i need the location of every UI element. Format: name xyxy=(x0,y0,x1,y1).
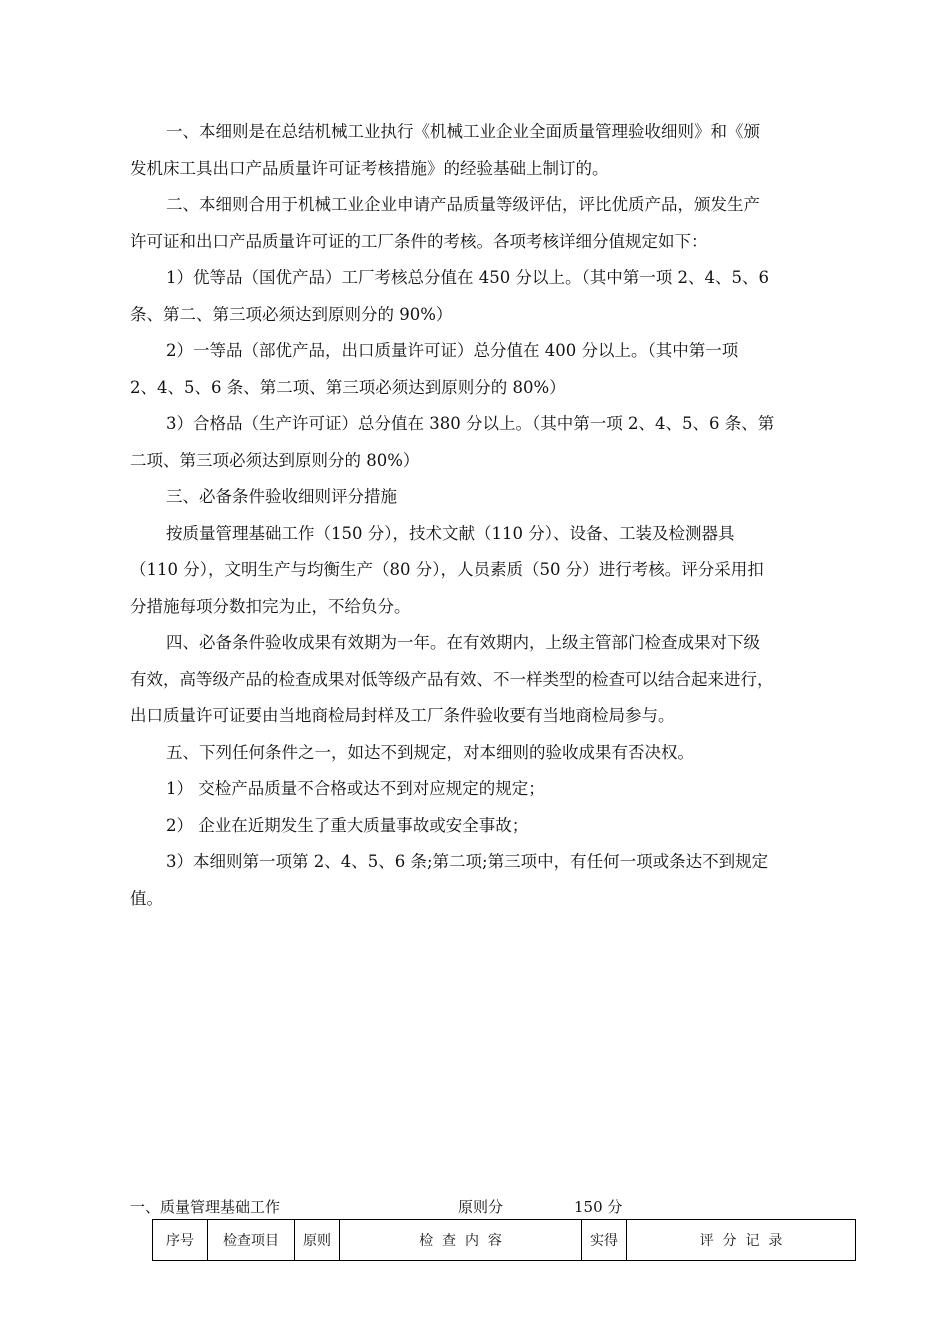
paragraph-6 xyxy=(130,479,865,516)
text-line: 1）优等品（国优产品）工厂考核总分值在 450 分以上。（其中第一项 2、4、5、6 xyxy=(166,268,769,287)
paragraph-12 xyxy=(130,844,865,917)
text-line: 分措施每项分数扣完为止，不给负分。 xyxy=(130,596,411,616)
text-line: 二、本细则合用于机械工业企业申请产品质量等级评估，评比优质产品，颁发生产 xyxy=(166,195,760,214)
header-cell-actual: 实得 xyxy=(582,1220,627,1261)
table-header-row xyxy=(153,1220,856,1261)
paragraph-4 xyxy=(130,333,865,406)
paragraph-7 xyxy=(130,516,865,626)
text-line: 许可证和出口产品质量许可证的工厂条件的考核。各项考核详细分值规定如下： xyxy=(130,231,708,251)
header-cell-content: 检 查 内 容 xyxy=(340,1220,582,1261)
text-line: 三、必备条件验收细则评分措施 xyxy=(166,487,397,506)
paragraph-3 xyxy=(130,260,865,333)
text-line: 五、下列任何条件之一，如达不到规定，对本细则的验收成果有否决权。 xyxy=(166,742,694,762)
text-line: 3）合格品（生产许可证）总分值在 380 分以上。（其中第一项 2、4、5、6 条、第 xyxy=(166,414,775,433)
inspection-table xyxy=(152,1219,856,1261)
text-line: 四、必备条件验收成果有效期为一年。在有效期内，上级主管部门检查成果对下级 xyxy=(166,633,760,652)
text-line: 2） 企业在近期发生了重大质量事故或安全事故； xyxy=(166,815,529,835)
text-line: （110 分），文明生产与均衡生产（80 分），人员素质（50 分）进行考核。评分采用扣 xyxy=(130,560,764,579)
text-line: 3）本细则第一项第 2、4、5、6 条;第二项;第三项中，有任何一项或条达不到规定 xyxy=(166,852,769,871)
text-line: 2）一等品（部优产品，出口质量许可证）总分值在 400 分以上。（其中第一项 xyxy=(166,341,739,360)
header-cell-item: 检查项目 xyxy=(208,1220,295,1261)
text-line: 按质量管理基础工作（150 分），技术文献（110 分）、设备、工装及检测器具 xyxy=(166,523,735,543)
header-cell-standard: 原则 xyxy=(295,1220,340,1261)
paragraph-1 xyxy=(130,114,865,187)
paragraph-11 xyxy=(130,808,865,845)
section-heading xyxy=(130,1196,850,1218)
text-line: 2、4、5、6 条、第二项、第三项必须达到原则分的 80%） xyxy=(130,377,566,397)
text-line: 一、本细则是在总结机械工业执行《机械工业企业全面质量管理验收细则》和《颁 xyxy=(166,122,760,141)
paragraph-5 xyxy=(130,406,865,479)
text-line: 二项、第三项必须达到原则分的 80%） xyxy=(130,450,420,470)
score-value: 150 分 xyxy=(574,1198,623,1216)
text-line: 值。 xyxy=(130,888,163,908)
header-cell-index: 序号 xyxy=(153,1220,208,1261)
paragraph-2 xyxy=(130,187,865,260)
paragraph-8 xyxy=(130,625,865,735)
text-line: 发机床工具出口产品质量许可证考核措施》的经验基础上制订的。 xyxy=(130,158,609,178)
section-title: 一、质量管理基础工作 xyxy=(130,1198,281,1216)
score-label: 原则分 xyxy=(458,1198,504,1216)
text-line: 条、第二、第三项必须达到原则分的 90%） xyxy=(130,304,453,324)
document-body xyxy=(130,114,865,917)
paragraph-9 xyxy=(130,735,865,772)
text-line: 1） 交检产品质量不合格或达不到对应规定的规定； xyxy=(166,779,545,798)
text-line: 出口质量许可证要由当地商检局封样及工厂条件验收要有当地商检局参与。 xyxy=(130,706,675,725)
text-line: 有效，高等级产品的检查成果对低等级产品有效、不一样类型的检查可以结合起来进行， xyxy=(130,669,774,689)
header-cell-record: 评 分 记 录 xyxy=(627,1220,856,1261)
paragraph-10 xyxy=(130,771,865,808)
